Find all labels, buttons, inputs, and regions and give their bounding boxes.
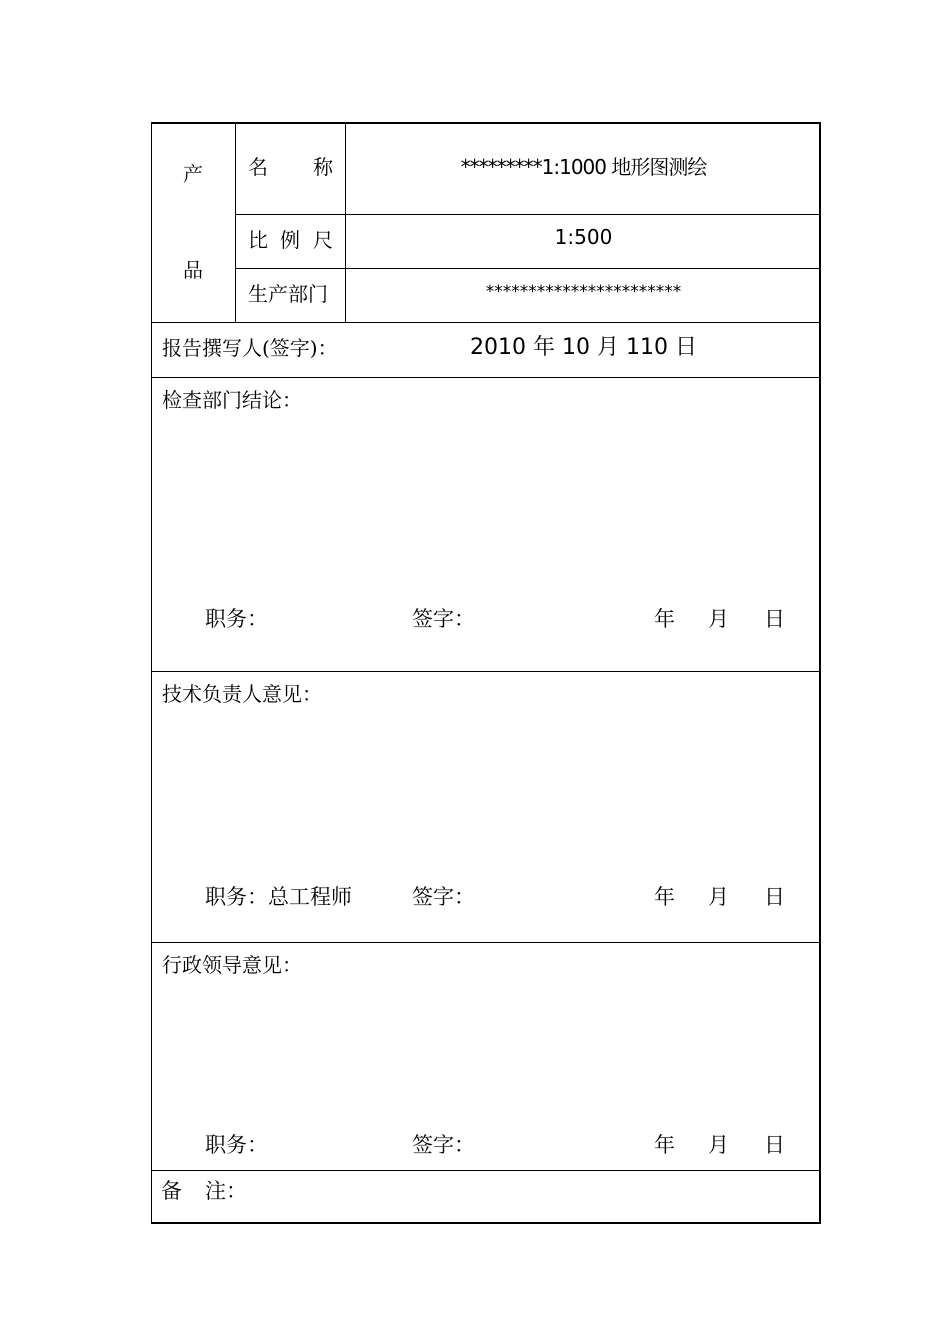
inspection-year-label: 年 <box>654 607 675 631</box>
scale-label-char-2: 例 <box>280 228 300 252</box>
scale-value: 1:500 <box>554 225 613 249</box>
technical-sign-label: 签字： <box>412 885 475 909</box>
remarks-label-char-2: 注： <box>205 1179 247 1203</box>
inspection-month-label: 月 <box>708 607 729 631</box>
report-date: 2010 年 10 月 110 日 <box>470 335 697 360</box>
author-label: 报告撰写人(签字)： <box>162 336 338 360</box>
scale-label-char-1: 比 <box>248 228 268 252</box>
technical-position-label: 职务：总工程师 <box>205 885 352 909</box>
inspection-title: 检查部门结论： <box>162 388 302 412</box>
divider-row-name <box>235 214 821 215</box>
inspection-day-label: 日 <box>764 607 785 631</box>
technical-year-label: 年 <box>654 885 675 909</box>
name-label-char-1: 名 <box>248 155 268 179</box>
divider-row-inspection <box>152 671 821 672</box>
product-label-bottom: 品 <box>183 258 203 282</box>
admin-title: 行政领导意见： <box>162 953 302 977</box>
dept-value: *********************** <box>485 282 682 302</box>
technical-month-label: 月 <box>708 885 729 909</box>
report-form-table <box>151 122 821 1224</box>
divider-row-product <box>152 322 821 323</box>
admin-day-label: 日 <box>764 1133 785 1157</box>
divider-col-1 <box>235 124 236 322</box>
dept-label: 生产部门 <box>248 282 328 306</box>
remarks-label-char-1: 备 <box>161 1179 182 1203</box>
product-label-top: 产 <box>183 162 203 186</box>
admin-month-label: 月 <box>708 1133 729 1157</box>
product-name-value: *********1:1000 地形图测绘 <box>460 155 707 179</box>
divider-row-technical <box>152 942 821 943</box>
admin-year-label: 年 <box>654 1133 675 1157</box>
inspection-sign-label: 签字： <box>412 607 475 631</box>
admin-sign-label: 签字： <box>412 1133 475 1157</box>
technical-day-label: 日 <box>764 885 785 909</box>
divider-row-admin <box>152 1170 821 1171</box>
divider-row-author <box>152 377 821 378</box>
divider-row-scale <box>235 268 821 269</box>
admin-position-label: 职务： <box>205 1133 268 1157</box>
inspection-position-label: 职务： <box>205 607 268 631</box>
technical-title: 技术负责人意见： <box>162 682 322 706</box>
name-label-char-2: 称 <box>313 155 333 179</box>
scale-label-char-3: 尺 <box>313 228 333 252</box>
